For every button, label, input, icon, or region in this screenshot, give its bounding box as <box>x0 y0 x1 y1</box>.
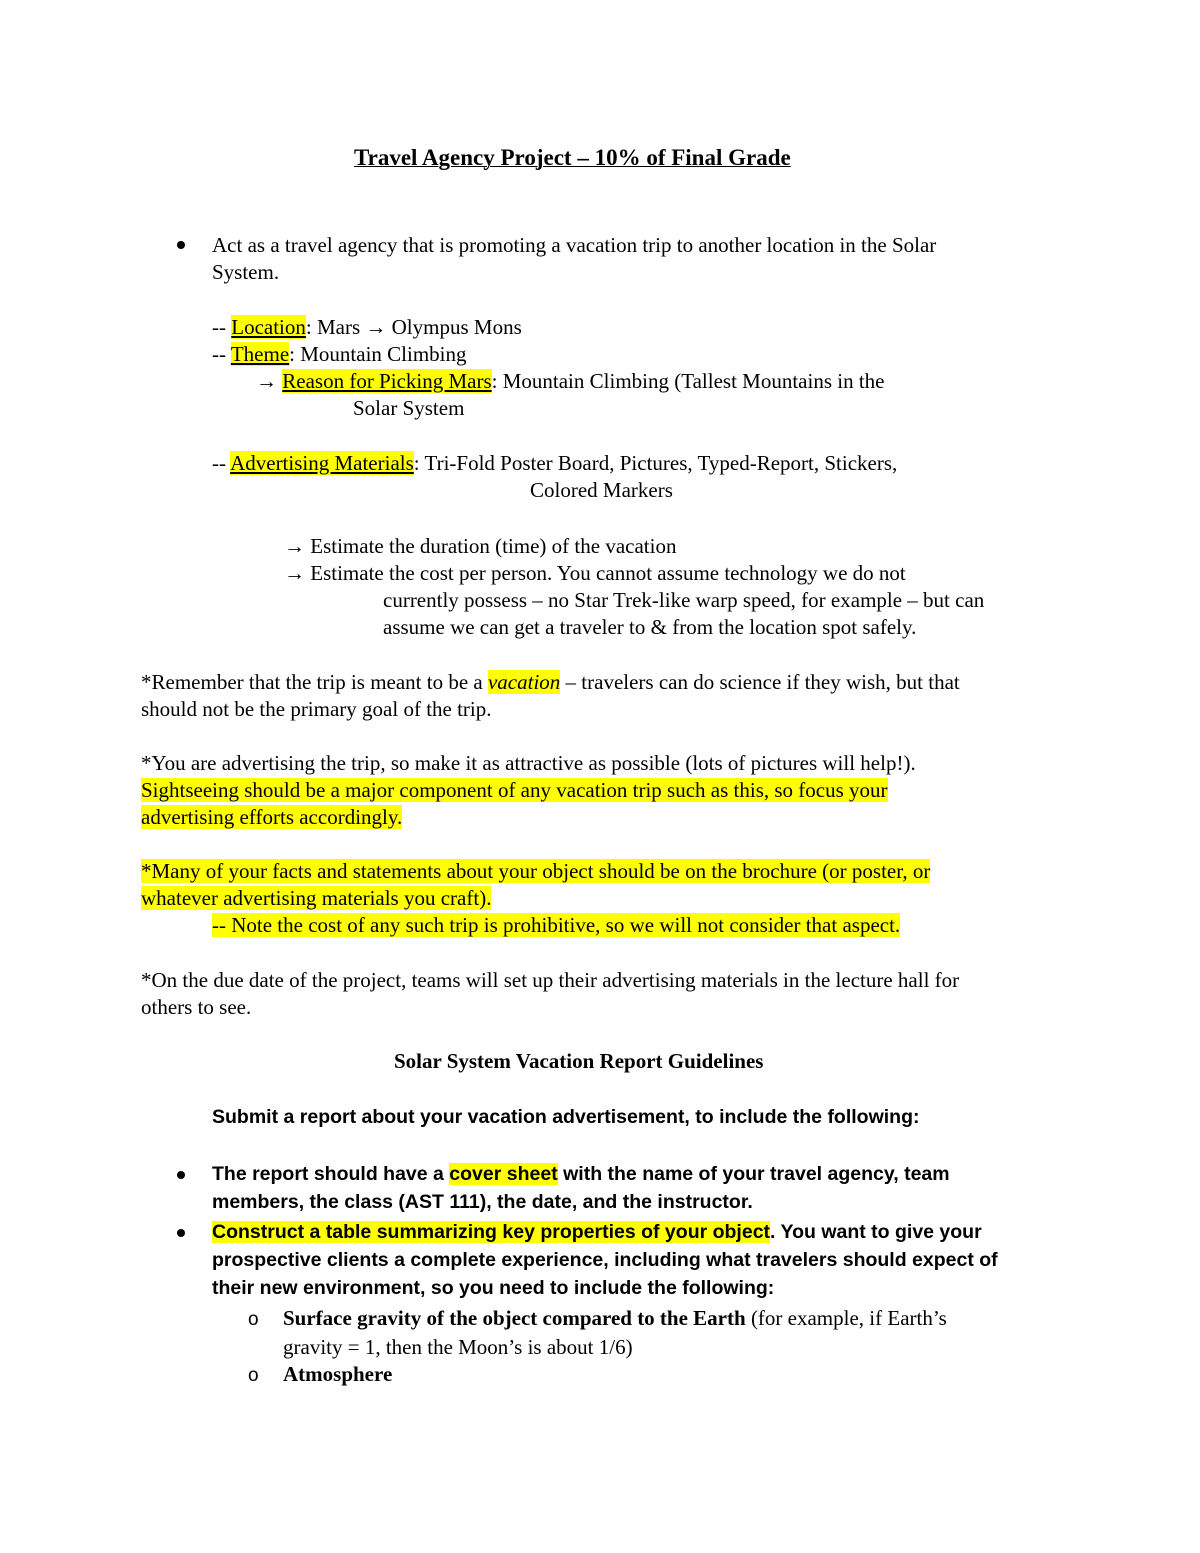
location-label: Location <box>231 315 306 339</box>
facts-line-2: whatever advertising materials you craft). <box>141 886 492 910</box>
theme-label: Theme <box>230 342 290 366</box>
intro-line-1: Act as a travel agency that is promoting a vacation trip to another location in the Solar <box>212 233 937 257</box>
location-line: -- Location: Mars → Olympus Mons <box>212 315 522 339</box>
vacation-highlight: vacation <box>487 670 561 694</box>
advertising-line-1: *You are advertising the trip, so make it as attractive as possible (lots of pictures will help!). <box>141 751 916 775</box>
advertising-line-2: Sightseeing should be a major component of any vacation trip such as this, so focus your <box>141 778 888 802</box>
atmosphere-item: Atmosphere <box>283 1362 393 1386</box>
bullet-icon <box>177 241 185 249</box>
remember-line-2: should not be the primary goal of the trip. <box>141 697 492 721</box>
bullet-icon <box>177 1229 185 1237</box>
cover-line-1: The report should have a cover sheet with the name of your travel agency, team <box>212 1163 950 1185</box>
materials-label: Advertising Materials <box>230 451 414 475</box>
cover-sheet-highlight: cover sheet <box>449 1163 558 1185</box>
advertising-line-3: advertising efforts accordingly. <box>141 805 403 829</box>
due-date-line-2: others to see. <box>141 995 252 1019</box>
submit-line: Submit a report about your vacation advertisement, to include the following: <box>212 1106 920 1128</box>
theme-line: -- Theme: Mountain Climbing <box>212 342 467 366</box>
facts-line-1: *Many of your facts and statements about your object should be on the brochure (or poster, or <box>141 859 931 883</box>
table-line-3: their new environment, so you need to include the following: <box>212 1277 775 1299</box>
remember-line-1: *Remember that the trip is meant to be a vacation – travelers can do science if they wish, but that <box>141 670 960 694</box>
circle-bullet-icon: o <box>248 1365 259 1386</box>
facts-note: -- Note the cost of any such trip is prohibitive, so we will not consider that aspect. <box>212 913 901 937</box>
estimate-duration: → Estimate the duration (time) of the vacation <box>284 534 677 558</box>
estimate-cost-line-1: → Estimate the cost per person. You cannot assume technology we do not <box>284 561 906 585</box>
bullet-icon <box>177 1171 185 1179</box>
cover-line-2: members, the class (AST 111), the date, and the instructor. <box>212 1191 753 1213</box>
gravity-line-1: Surface gravity of the object compared to the Earth (for example, if Earth’s <box>283 1306 947 1330</box>
intro-line-2: System. <box>212 260 280 284</box>
reason-continuation: Solar System <box>353 396 465 420</box>
table-line-2: prospective clients a complete experience, including what travelers should expect of <box>212 1249 998 1271</box>
guidelines-title: Solar System Vacation Report Guidelines <box>394 1049 764 1073</box>
materials-continuation: Colored Markers <box>530 478 673 502</box>
table-highlight: Construct a table summarizing key properties of your object <box>212 1221 771 1243</box>
estimate-cost-line-3: assume we can get a traveler to & from the location spot safely. <box>383 615 917 639</box>
circle-bullet-icon: o <box>248 1309 259 1330</box>
estimate-cost-line-2: currently possess – no Star Trek-like warp speed, for example – but can <box>383 588 985 612</box>
table-line-1: Construct a table summarizing key properties of your object. You want to give your <box>212 1221 982 1243</box>
due-date-line-1: *On the due date of the project, teams will set up their advertising materials in the lecture hall for <box>141 968 960 992</box>
reason-line: → Reason for Picking Mars: Mountain Climbing (Tallest Mountains in the <box>256 369 885 393</box>
gravity-line-2: gravity = 1, then the Moon’s is about 1/6) <box>283 1335 633 1359</box>
page-title: Travel Agency Project – 10% of Final Grade <box>354 145 791 170</box>
reason-label: Reason for Picking Mars <box>282 369 492 393</box>
materials-line: -- Advertising Materials: Tri-Fold Poster Board, Pictures, Typed-Report, Stickers, <box>212 451 898 475</box>
